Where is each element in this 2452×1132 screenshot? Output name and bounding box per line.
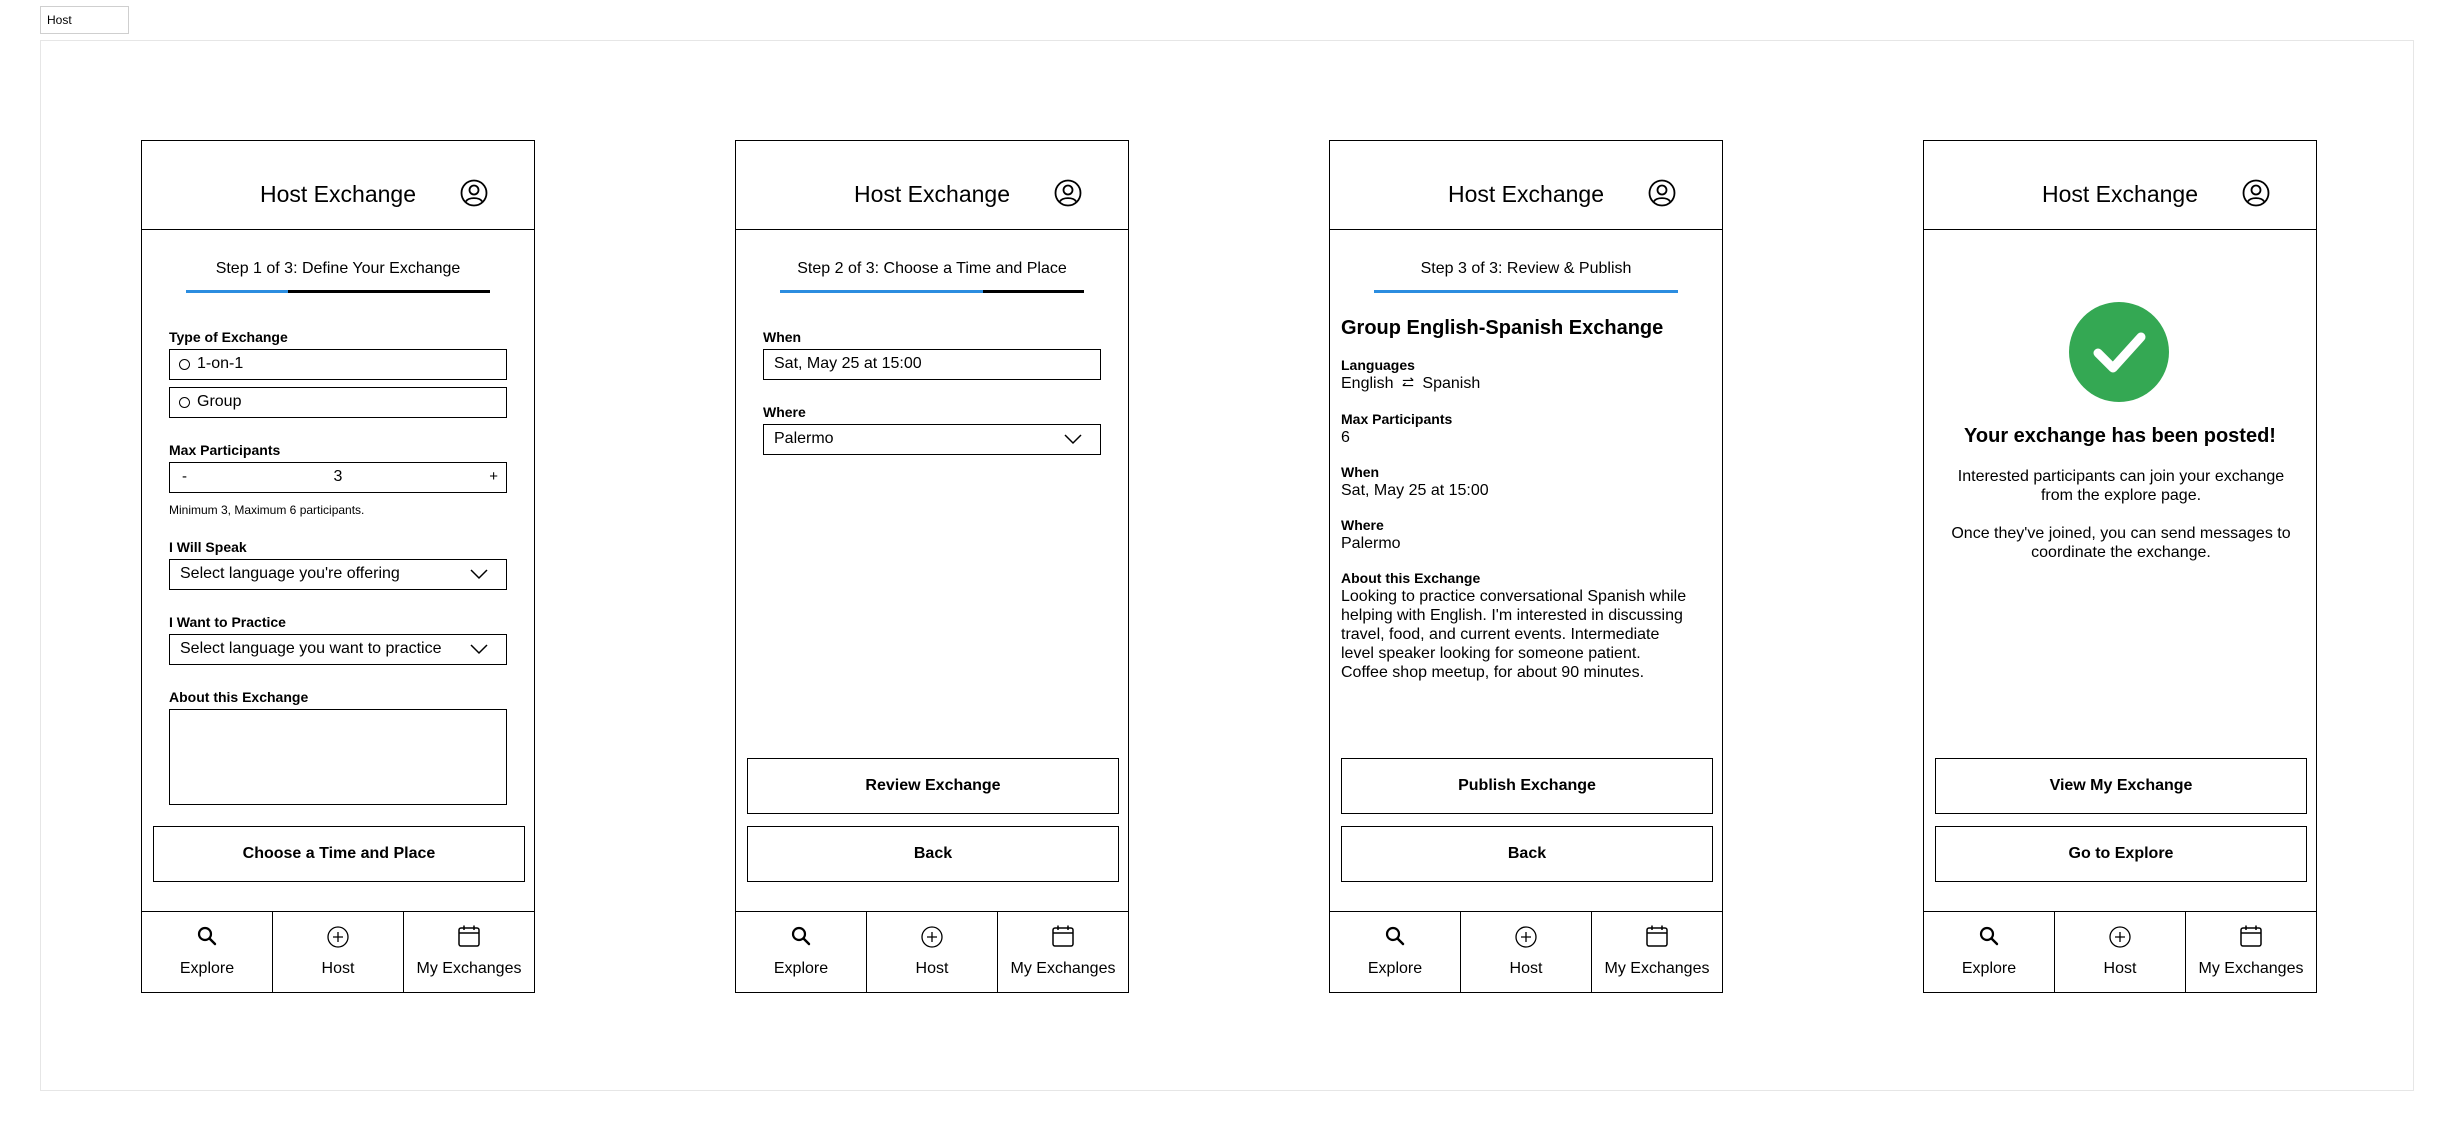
plus-circle-icon [326, 924, 350, 948]
phone-screen-step-1 [141, 140, 535, 993]
bottom-nav [736, 911, 1128, 993]
success-text-line: coordinate the exchange. [2031, 544, 2211, 561]
nav-label: Host [915, 960, 949, 977]
where-label: Where [763, 404, 806, 420]
chevron-down-icon [470, 643, 488, 655]
frame-label: Host [40, 6, 129, 34]
radio-label: Group [197, 393, 242, 410]
profile-icon[interactable] [1648, 179, 1676, 207]
phone-screen-success [1923, 140, 2317, 993]
where-value: Palermo [1341, 535, 1401, 552]
app-header [1924, 141, 2316, 230]
nav-label: My Exchanges [2198, 960, 2304, 977]
when-label: When [1341, 464, 1380, 480]
radio-group[interactable] [169, 387, 507, 418]
search-icon [1383, 924, 1407, 948]
radio-1-on-1[interactable] [169, 349, 507, 380]
increment-button[interactable]: + [489, 468, 498, 485]
page-title: Host Exchange [260, 181, 416, 207]
progress-remaining [983, 290, 1084, 293]
when-value: Sat, May 25 at 15:00 [1341, 482, 1489, 499]
page-title: Host Exchange [2042, 181, 2198, 207]
app-header [142, 141, 534, 230]
radio-circle-icon [179, 359, 190, 370]
nav-host[interactable] [1460, 912, 1591, 993]
search-icon [789, 924, 813, 948]
swap-icon [1401, 377, 1415, 389]
profile-icon[interactable] [2242, 179, 2270, 207]
languages-value [1341, 374, 1713, 393]
where-value: Palermo [774, 430, 834, 447]
language-to: Spanish [1422, 375, 1481, 392]
calendar-icon [1051, 924, 1075, 948]
practice-language-select[interactable] [169, 634, 507, 665]
nav-explore[interactable] [1330, 912, 1460, 993]
page-title: Host Exchange [1448, 181, 1604, 207]
nav-label: Explore [1961, 960, 2017, 977]
nav-explore[interactable] [142, 912, 272, 993]
when-value: Sat, May 25 at 15:00 [774, 355, 922, 372]
progress-bar [780, 290, 1084, 293]
publish-exchange-button[interactable]: Publish Exchange [1341, 758, 1713, 814]
nav-explore[interactable] [1924, 912, 2054, 993]
progress-complete [1374, 290, 1678, 293]
review-heading: Group English-Spanish Exchange [1341, 317, 1664, 339]
about-line: Coffee shop meetup, for about 90 minutes. [1341, 664, 1645, 681]
success-checkmark-icon [2068, 301, 2170, 403]
when-input[interactable] [763, 349, 1101, 380]
nav-label: Explore [1367, 960, 1423, 977]
nav-label: Explore [179, 960, 235, 977]
search-icon [1977, 924, 2001, 948]
nav-label: Host [321, 960, 355, 977]
nav-label: My Exchanges [1010, 960, 1116, 977]
bottom-nav [1330, 911, 1722, 993]
success-title: Your exchange has been posted! [1964, 425, 2276, 447]
progress-complete [186, 290, 288, 293]
select-placeholder: Select language you're offering [180, 565, 400, 582]
progress-bar [186, 290, 490, 293]
nav-label: Host [1509, 960, 1543, 977]
calendar-icon [1645, 924, 1669, 948]
select-placeholder: Select language you want to practice [180, 640, 442, 657]
radio-label: 1-on-1 [197, 355, 244, 372]
chevron-down-icon [1064, 433, 1082, 445]
speak-label: I Will Speak [169, 539, 247, 555]
max-participants-value: 6 [1341, 429, 1350, 446]
nav-label: My Exchanges [416, 960, 522, 977]
plus-circle-icon [920, 924, 944, 948]
languages-label: Languages [1341, 357, 1415, 373]
nav-my-exchanges[interactable] [997, 912, 1128, 993]
back-button[interactable]: Back [1341, 826, 1713, 882]
search-icon [195, 924, 219, 948]
max-participants-label: Max Participants [1341, 411, 1453, 427]
nav-my-exchanges[interactable] [403, 912, 534, 993]
success-text-line: from the explore page. [2040, 487, 2202, 504]
speak-language-select[interactable] [169, 559, 507, 590]
profile-icon[interactable] [460, 179, 488, 207]
phone-screen-step-2 [735, 140, 1129, 993]
stepper-value[interactable]: 3 [333, 468, 343, 485]
nav-host[interactable] [272, 912, 403, 993]
choose-time-place-button[interactable]: Choose a Time and Place [153, 826, 525, 882]
success-text-line: Interested participants can join your exchange [1957, 468, 2285, 485]
calendar-icon [2239, 924, 2263, 948]
radio-circle-icon [179, 397, 190, 408]
type-label: Type of Exchange [169, 329, 288, 345]
nav-explore[interactable] [736, 912, 866, 993]
language-from: English [1341, 375, 1394, 392]
about-line: travel, food, and current events. Intermediate [1341, 626, 1660, 643]
decrement-button[interactable]: - [182, 468, 187, 485]
max-participants-label: Max Participants [169, 442, 281, 458]
nav-host[interactable] [866, 912, 997, 993]
app-header [1330, 141, 1722, 230]
nav-host[interactable] [2054, 912, 2185, 993]
step-title: Step 1 of 3: Define Your Exchange [215, 260, 461, 277]
nav-my-exchanges[interactable] [2185, 912, 2316, 993]
where-label: Where [1341, 517, 1384, 533]
bottom-nav [1924, 911, 2316, 993]
plus-circle-icon [1514, 924, 1538, 948]
step-title: Step 3 of 3: Review & Publish [1420, 260, 1632, 277]
profile-icon[interactable] [1054, 179, 1082, 207]
practice-label: I Want to Practice [169, 614, 286, 630]
about-textarea[interactable] [169, 709, 507, 805]
about-label: About this Exchange [1341, 570, 1481, 586]
participants-hint: Minimum 3, Maximum 6 participants. [169, 503, 365, 517]
progress-bar [1374, 290, 1678, 293]
nav-label: My Exchanges [1604, 960, 1710, 977]
chevron-down-icon [470, 568, 488, 580]
about-line: helping with English. I'm interested in discussing [1341, 607, 1683, 624]
plus-circle-icon [2108, 924, 2132, 948]
phone-screen-step-3 [1329, 140, 1723, 993]
about-label: About this Exchange [169, 689, 309, 705]
nav-label: Explore [773, 960, 829, 977]
app-header [736, 141, 1128, 230]
review-exchange-button[interactable]: Review Exchange [747, 758, 1119, 814]
nav-label: Host [2103, 960, 2137, 977]
page-title: Host Exchange [854, 181, 1010, 207]
progress-complete [780, 290, 983, 293]
success-text-line: Once they've joined, you can send messages to [1951, 525, 2291, 542]
about-line: Looking to practice conversational Spanish while [1341, 588, 1687, 605]
back-button[interactable]: Back [747, 826, 1119, 882]
calendar-icon [457, 924, 481, 948]
where-select[interactable] [763, 424, 1101, 455]
bottom-nav [142, 911, 534, 993]
step-title: Step 2 of 3: Choose a Time and Place [797, 260, 1067, 277]
view-my-exchange-button[interactable]: View My Exchange [1935, 758, 2307, 814]
about-line: level speaker looking for someone patient. [1341, 645, 1641, 662]
participants-stepper [169, 462, 507, 493]
go-to-explore-button[interactable]: Go to Explore [1935, 826, 2307, 882]
nav-my-exchanges[interactable] [1591, 912, 1722, 993]
when-label: When [763, 329, 802, 345]
progress-remaining [288, 290, 490, 293]
